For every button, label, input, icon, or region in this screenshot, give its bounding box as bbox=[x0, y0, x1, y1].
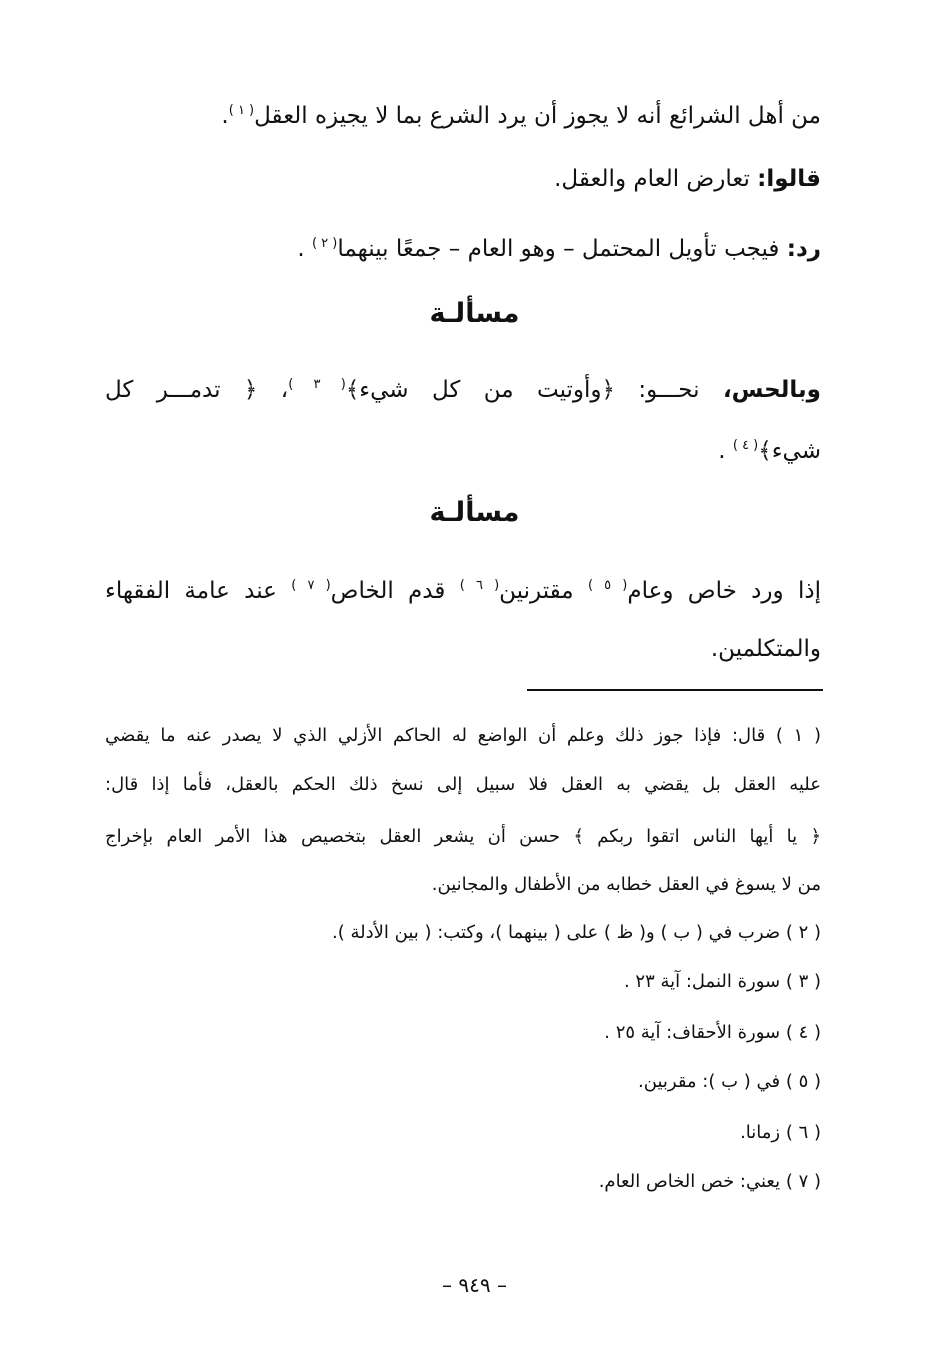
footnote-ref: ( ٤ ) bbox=[732, 438, 759, 453]
paragraph-label: وبالحس، bbox=[722, 377, 821, 403]
paragraph-2 bbox=[105, 163, 821, 195]
page-number: – ٩٤٩ – bbox=[442, 1273, 507, 1297]
paragraph-text: قدم الخاص bbox=[330, 578, 460, 604]
footnote-1-line-4: من لا يسوغ في العقل خطابه من الأطفال والمجانين. bbox=[431, 874, 821, 895]
paragraph-3 bbox=[105, 233, 821, 265]
footnote-ref: ( ٦ ) bbox=[459, 578, 500, 593]
paragraph-4-line-2 bbox=[105, 435, 821, 467]
period: . bbox=[718, 438, 733, 464]
paragraph-text: نحـــو: ﴿وأوتيت من كل شيء﴾ bbox=[345, 377, 723, 403]
paragraph-text: والمتكلمين. bbox=[710, 636, 821, 662]
period: . bbox=[221, 103, 229, 129]
footnote-4: ( ٤ ) سورة الأحقاف: آية ٢٥ . bbox=[604, 1022, 821, 1043]
paragraph-text: عند عامة الفقهاء bbox=[105, 578, 292, 604]
paragraph-text: مقترنين bbox=[499, 578, 588, 604]
paragraph-text: ، ﴿ تدمـــر كل bbox=[105, 377, 289, 403]
paragraph-label: رد: bbox=[786, 236, 821, 262]
footnote-1-line-2: عليه العقل بل يقضي به العقل فلا سبيل إلى نسخ ذلك الحكم بالعقل، فأما إذا قال: bbox=[105, 774, 821, 795]
footnote-ref: ( ١ ) bbox=[228, 103, 255, 118]
paragraph-text: إذا ورد خاص وعام bbox=[627, 578, 821, 604]
section-heading: مسألـة bbox=[429, 497, 520, 528]
footnote-2: ( ٢ ) ضرب في ( ب ) و( ظ ) على ( بينهما )، وكتب: ( بين الأدلة ). bbox=[332, 922, 821, 943]
footnote-ref: ( ٥ ) bbox=[587, 578, 628, 593]
period: . bbox=[297, 236, 312, 262]
footnote-5: ( ٥ ) في ( ب ): مقربين. bbox=[638, 1071, 821, 1092]
footnote-1-line-3: ﴿ يا أيها الناس اتقوا ربكم ﴾ حسن أن يشعر العقل بتخصيص هذا الأمر العام بإخراج bbox=[105, 826, 821, 847]
paragraph-1 bbox=[105, 100, 821, 132]
paragraph-4-line-1 bbox=[105, 374, 821, 406]
paragraph-text: تعارض العام والعقل. bbox=[554, 166, 758, 192]
footnote-7: ( ٧ ) يعني: خص الخاص العام. bbox=[598, 1171, 821, 1192]
paragraph-5-line-1 bbox=[105, 575, 821, 607]
paragraph-5-line-2 bbox=[105, 633, 821, 665]
paragraph-text: فيجب تأويل المحتمل – وهو العام – جمعًا بينهما bbox=[337, 236, 787, 262]
footnote-1-line-1: ( ١ ) قال: فإذا جوز ذلك وعلم أن الواضع له الحاكم الأزلي الذي لا يصدر عنه ما يقضي bbox=[105, 725, 821, 746]
paragraph-text: شيء﴾ bbox=[758, 438, 821, 464]
footnote-6: ( ٦ ) زمانا. bbox=[740, 1122, 821, 1143]
paragraph-label: قالوا: bbox=[757, 166, 821, 192]
section-heading: مسألـة bbox=[429, 298, 520, 329]
paragraph-text: من أهل الشرائع أنه لا يجوز أن يرد الشرع بما لا يجيزه العقل bbox=[254, 103, 821, 129]
footnote-3: ( ٣ ) سورة النمل: آية ٢٣ . bbox=[623, 971, 821, 992]
footnote-ref: ( ٣ ) bbox=[288, 377, 346, 392]
footnote-ref: ( ٢ ) bbox=[311, 236, 338, 251]
footnote-ref: ( ٧ ) bbox=[291, 578, 331, 593]
footnote-divider bbox=[527, 689, 823, 691]
